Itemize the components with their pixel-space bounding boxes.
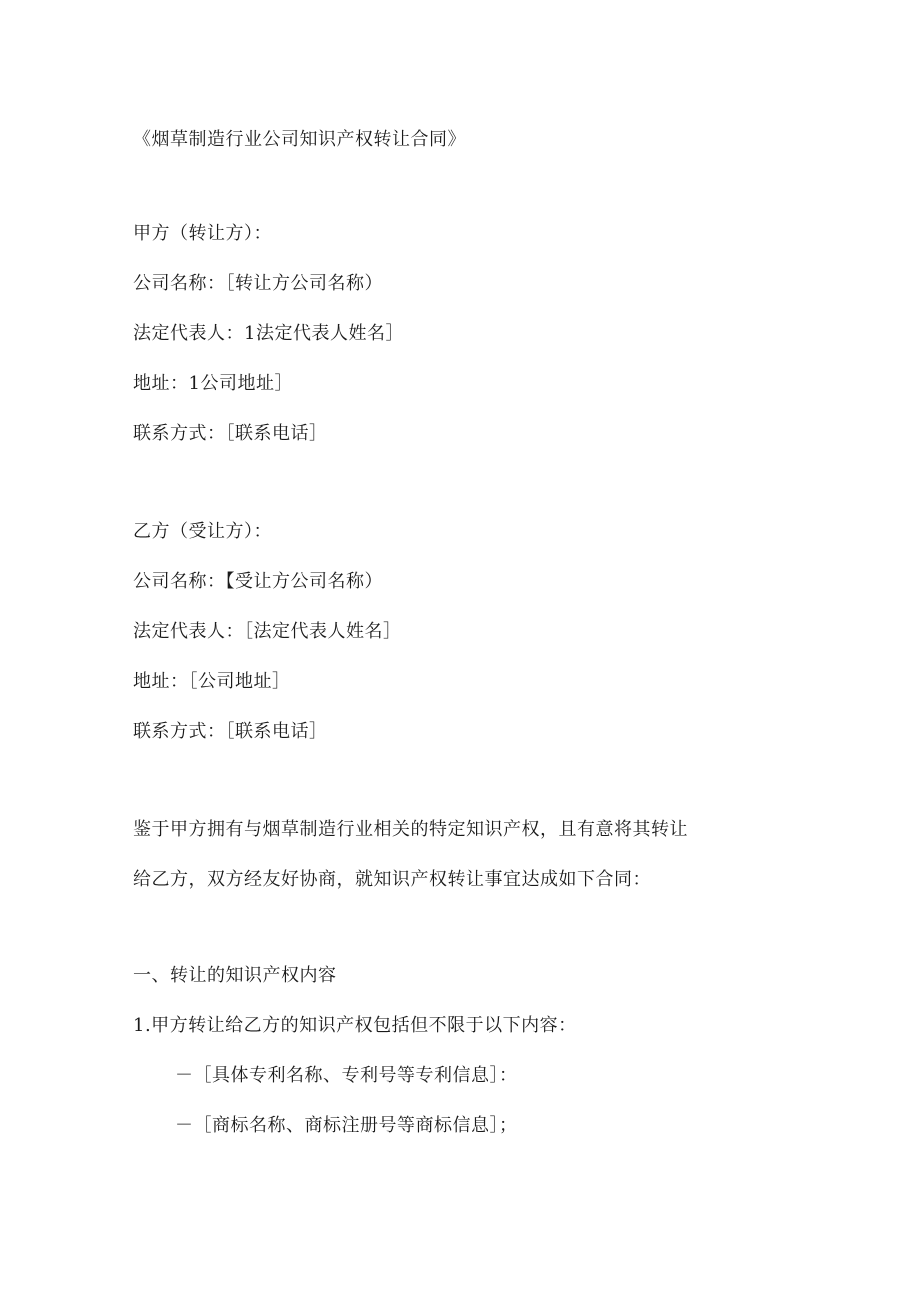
party-a-heading: 甲方（转让方）： (133, 223, 272, 244)
party-b-address: 地址：［公司地址］ (133, 671, 291, 692)
document-title: 《烟草制造行业公司知识产权转让合同》 (133, 129, 466, 150)
party-b-company: 公司名称：【受让方公司名称） (133, 571, 383, 592)
party-b-contact: 联系方式：［联系电话］ (133, 721, 328, 742)
section-1-heading: 一、转让的知识产权内容 (133, 965, 337, 986)
party-a-representative: 法定代表人：1法定代表人姓名］ (133, 323, 404, 344)
party-b-heading: 乙方（受让方）： (133, 521, 272, 542)
preamble-line-1: 鉴于甲方拥有与烟草制造行业相关的特定知识产权，且有意将其转让 (133, 819, 688, 840)
party-a-address: 地址：1公司地址］ (133, 373, 293, 394)
preamble-line-2: 给乙方，双方经友好协商，就知识产权转让事宜达成如下合同： (133, 869, 651, 890)
list-item: －［具体专利名称、专利号等专利信息］： (175, 1065, 518, 1086)
party-a-contact: 联系方式：［联系电话］ (133, 423, 328, 444)
party-a-company: 公司名称：［转让方公司名称） (133, 273, 383, 294)
list-item: －［商标名称、商标注册号等商标信息］； (175, 1115, 518, 1136)
section-1-clause-1: 1.甲方转让给乙方的知识产权包括但不限于以下内容： (133, 1015, 577, 1036)
party-b-representative: 法定代表人：［法定代表人姓名］ (133, 621, 402, 642)
